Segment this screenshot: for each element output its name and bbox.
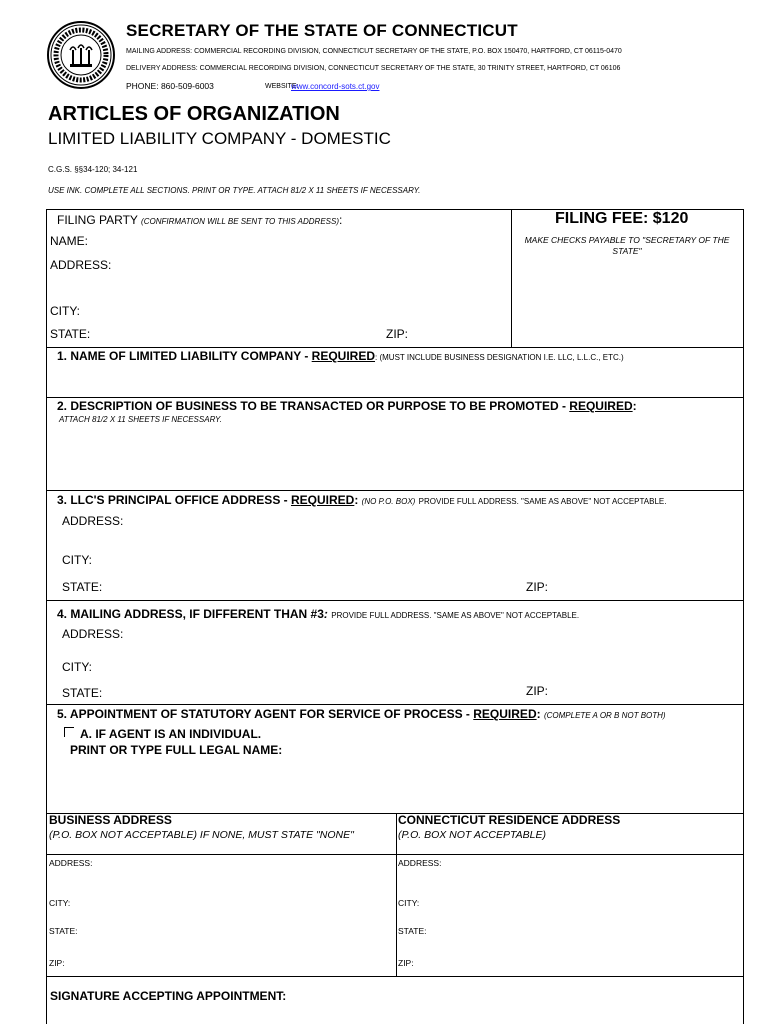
- mailing-city-field[interactable]: CITY:: [62, 660, 93, 674]
- section-5-colon: :: [536, 707, 541, 721]
- filing-fee: FILING FEE: $120: [555, 210, 689, 227]
- section-1-note: : (MUST INCLUDE BUSINESS DESIGNATION I.E. LLC, L.L.C., ETC.): [375, 353, 624, 362]
- section-5-note: (COMPLETE A OR B NOT BOTH): [543, 711, 666, 720]
- instructions: USE INK. COMPLETE ALL SECTIONS. PRINT OR TYPE. ATTACH 81/2 X 11 SHEETS IF NECESSARY.: [48, 186, 421, 195]
- mailing-address-field[interactable]: ADDRESS:: [62, 627, 124, 641]
- section-1-heading: [57, 349, 624, 363]
- agent-individual-checkbox[interactable]: [64, 727, 74, 737]
- principal-address-field[interactable]: ADDRESS:: [62, 514, 124, 528]
- filing-state-field[interactable]: STATE:: [50, 327, 91, 341]
- filing-party-heading: [57, 213, 342, 227]
- section-4-note: PROVIDE FULL ADDRESS. "SAME AS ABOVE" NOT ACCEPTABLE.: [331, 611, 580, 620]
- filing-party-colon: :: [339, 213, 343, 227]
- required-label: REQUIRED: [473, 707, 537, 721]
- divider: [47, 854, 743, 855]
- residence-city-field[interactable]: CITY:: [398, 898, 420, 908]
- document-subtitle: LIMITED LIABILITY COMPANY - DOMESTIC: [48, 129, 391, 148]
- form-body: [46, 209, 744, 1024]
- divider: [47, 600, 743, 601]
- section-2-title: 2. DESCRIPTION OF BUSINESS TO BE TRANSACTED OR PURPOSE TO BE PROMOTED -: [57, 399, 570, 413]
- divider: [47, 976, 743, 977]
- payable-note: MAKE CHECKS PAYABLE TO "SECRETARY OF THE STATE": [524, 235, 730, 256]
- section-2-note: ATTACH 81/2 X 11 SHEETS IF NECESSARY.: [59, 415, 222, 424]
- section-2-colon: :: [632, 399, 637, 413]
- section-5-title: 5. APPOINTMENT OF STATUTORY AGENT FOR SERVICE OF PROCESS -: [57, 707, 474, 721]
- residence-address-field[interactable]: ADDRESS:: [398, 858, 442, 868]
- mailing-address: MAILING ADDRESS: COMMERCIAL RECORDING DIVISION, CONNECTICUT SECRETARY OF THE STATE, P.O. BOX 150470, HARTFORD, CT 06115-0470: [126, 48, 622, 55]
- business-address-field[interactable]: ADDRESS:: [49, 858, 93, 868]
- required-label: REQUIRED: [311, 349, 376, 363]
- statute-reference: C.G.S. §§34-120; 34-121: [48, 165, 138, 174]
- residence-address-note: (P.O. BOX NOT ACCEPTABLE): [398, 829, 547, 841]
- section-4-title: 4. MAILING ADDRESS, IF DIFFERENT THAN #3: [57, 607, 324, 621]
- filing-zip-field[interactable]: ZIP:: [386, 327, 409, 341]
- business-zip-field[interactable]: ZIP:: [49, 958, 65, 968]
- website-label: WEBSITE:: [265, 83, 299, 90]
- section-1-title: 1. NAME OF LIMITED LIABILITY COMPANY -: [57, 349, 312, 363]
- website-link[interactable]: www.concord-sots.ct.gov: [291, 82, 380, 91]
- divider: [47, 704, 743, 705]
- section-3-note: PROVIDE FULL ADDRESS. "SAME AS ABOVE" NOT ACCEPTABLE.: [418, 497, 667, 506]
- business-state-field[interactable]: STATE:: [49, 926, 78, 936]
- section-3-heading: [57, 493, 667, 507]
- business-city-field[interactable]: CITY:: [49, 898, 71, 908]
- filing-party-label: FILING PARTY: [57, 213, 138, 227]
- section-3-note-italic: (NO P.O. BOX): [361, 497, 416, 506]
- filing-address-field[interactable]: ADDRESS:: [50, 258, 112, 272]
- section-3-title: 3. LLC'S PRINCIPAL OFFICE ADDRESS -: [57, 493, 291, 507]
- principal-city-field[interactable]: CITY:: [62, 553, 93, 567]
- divider: [396, 813, 397, 976]
- mailing-zip-field[interactable]: ZIP:: [526, 684, 549, 698]
- section-3-colon: :: [354, 493, 359, 507]
- filing-name-field[interactable]: NAME:: [50, 234, 89, 248]
- state-seal-logo: [46, 20, 116, 90]
- required-label: REQUIRED: [569, 399, 633, 413]
- signature-field[interactable]: SIGNATURE ACCEPTING APPOINTMENT:: [50, 989, 287, 1003]
- business-address-note: (P.O. BOX NOT ACCEPTABLE) IF NONE, MUST STATE "NONE": [49, 829, 354, 841]
- agent-legal-name-label: PRINT OR TYPE FULL LEGAL NAME:: [70, 743, 283, 757]
- section-4-colon: :: [323, 607, 328, 621]
- filing-party-note: (CONFIRMATION WILL BE SENT TO THIS ADDRESS): [141, 217, 339, 226]
- residence-address-heading: CONNECTICUT RESIDENCE ADDRESS: [398, 813, 621, 827]
- divider: [47, 490, 743, 491]
- section-4-heading: [57, 607, 579, 621]
- residence-zip-field[interactable]: ZIP:: [398, 958, 414, 968]
- principal-zip-field[interactable]: ZIP:: [526, 580, 549, 594]
- delivery-address: DELIVERY ADDRESS: COMMERCIAL RECORDING DIVISION, CONNECTICUT SECRETARY OF THE STATE, 30 TRINITY STREET, HARTFORD, CT 06106: [126, 65, 621, 72]
- section-2-heading: [57, 399, 637, 413]
- filing-city-field[interactable]: CITY:: [50, 304, 81, 318]
- divider: [47, 347, 743, 348]
- business-address-heading: BUSINESS ADDRESS: [49, 813, 172, 827]
- required-label: REQUIRED: [290, 493, 355, 507]
- agency-title: SECRETARY OF THE STATE OF CONNECTICUT: [126, 21, 518, 40]
- document-title: ARTICLES OF ORGANIZATION: [48, 103, 340, 125]
- principal-state-field[interactable]: STATE:: [62, 580, 103, 594]
- phone-number: PHONE: 860-509-6003: [126, 81, 214, 91]
- residence-state-field[interactable]: STATE:: [398, 926, 427, 936]
- divider: [511, 210, 512, 347]
- mailing-state-field[interactable]: STATE:: [62, 686, 103, 700]
- divider: [47, 397, 743, 398]
- agent-individual-label: A. IF AGENT IS AN INDIVIDUAL.: [80, 727, 262, 741]
- section-5-heading: [57, 707, 666, 721]
